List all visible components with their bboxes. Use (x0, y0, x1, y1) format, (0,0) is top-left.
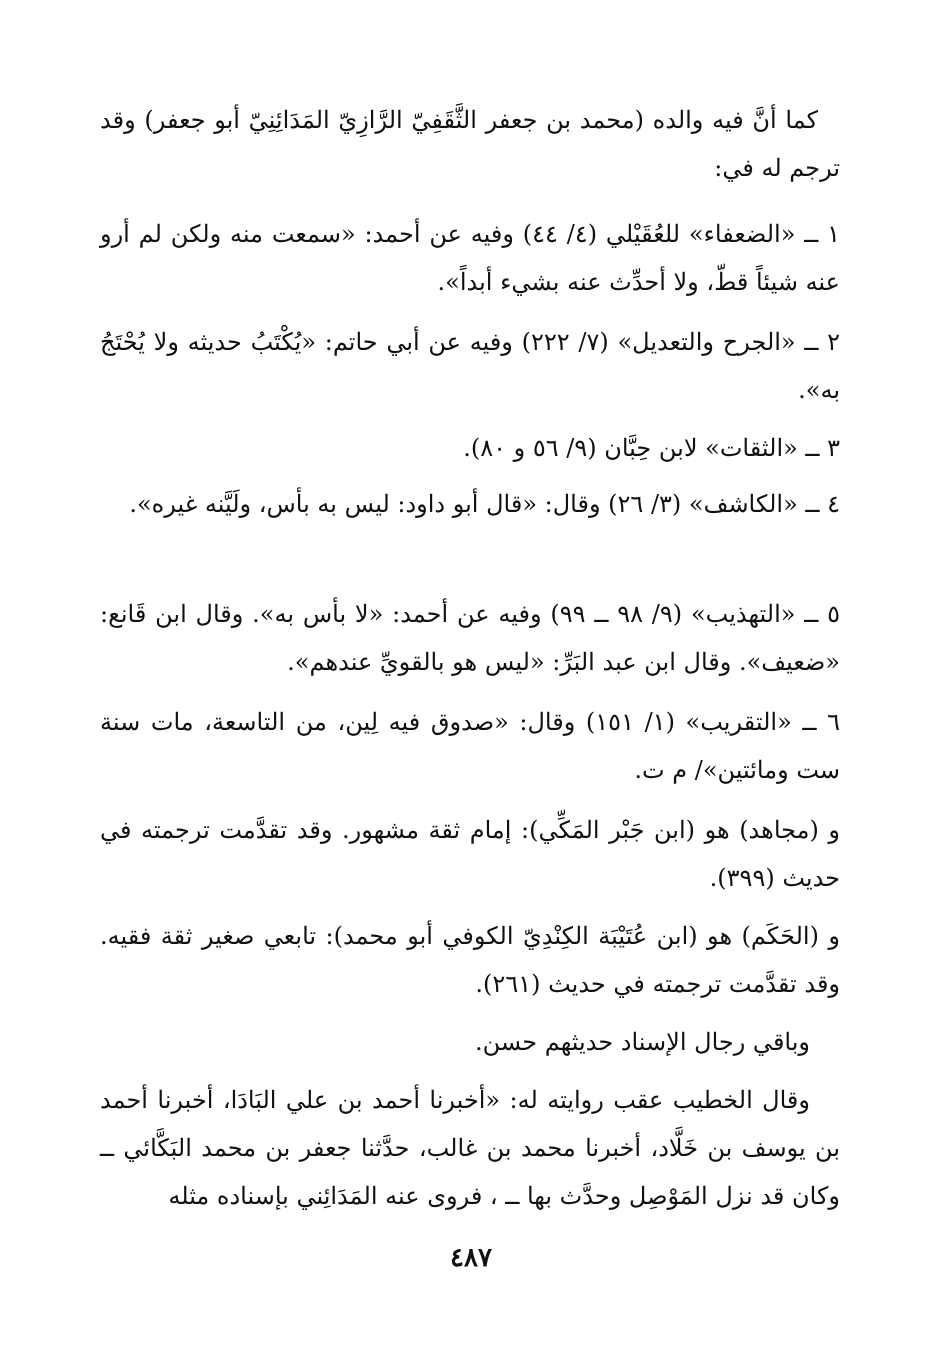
paragraph-source-1: ١ ــ «الضعفاء» للعُقَيْلي (٤/ ٤٤) وفيه عن أحمد: «سمعت منه ولكن لم أرو عنه شيئاً قطّ، ولا أحدِّث عنه بشيء أبداً». (100, 220, 840, 296)
paragraph-khatib-quote: وقال الخطيب عقب روايته له: «أخبرنا أحمد بن علي البَادَا، أخبرنا أحمد بن يوسف بن خَلَّاد، أخبرنا محمد بن غالب، حدَّثنا جعفر بن محمد البَكَّائي ــ وكان قد نزل المَوْصِل وحدَّث بها ــ ، فروى عنه المَدَائِني بإسناده مثله (100, 1086, 841, 1210)
page-number: ٤٨٧ (450, 1243, 492, 1273)
paragraph-source-4: ٤ ــ «الكاشف» (٣/ ٢٦) وقال: «قال أبو داود: ليس به بأس، ولَيَّنه غيره». (129, 490, 840, 518)
paragraph-source-3: ٣ ــ «الثقات» لابن حِبَّان (٩/ ٥٦ و ٨٠). (463, 434, 840, 462)
paragraph-hakam: و (الحَكَم) هو (ابن عُتَيْبَة الكِنْدِيّ الكوفي أبو محمد): تابعي صغير ثقة فقيه. وقد تقدَّمت ترجمته في حديث (٢٦١). (100, 922, 840, 998)
paragraph-source-5: ٥ ــ «التهذيب» (٩/ ٩٨ ــ ٩٩) وفيه عن أحمد: «لا بأس به». وقال ابن قَانع: «ضعيف». وقال ابن عبد البَرِّ: «ليس هو بالقويِّ عندهم». (100, 600, 841, 676)
paragraph-remaining-narrators: وباقي رجال الإسناد حديثهم حسن. (475, 1028, 810, 1056)
paragraph-source-2: ٢ ــ «الجرح والتعديل» (٧/ ٢٢٢) وفيه عن أبي حاتم: «يُكْتَبُ حديثه ولا يُحْتَجُ به». (100, 328, 841, 404)
paragraph-source-6: ٦ ــ «التقريب» (١/ ١٥١) وقال: «صدوق فيه لِين، من التاسعة، مات سنة ست ومائتين»/ م ت. (100, 708, 840, 784)
paragraph-father-intro: كما أنَّ فيه والده (محمد بن جعفر الثَّقَفِيّ الرَّازِيّ المَدَائِنِيّ أبو جعفر) وقد ترجم له في: (100, 106, 840, 182)
paragraph-mujahid: و (مجاهد) هو (ابن جَبْر المَكِّي): إمام ثقة مشهور. وقد تقدَّمت ترجمته في حديث (٣٩٩). (100, 816, 840, 892)
